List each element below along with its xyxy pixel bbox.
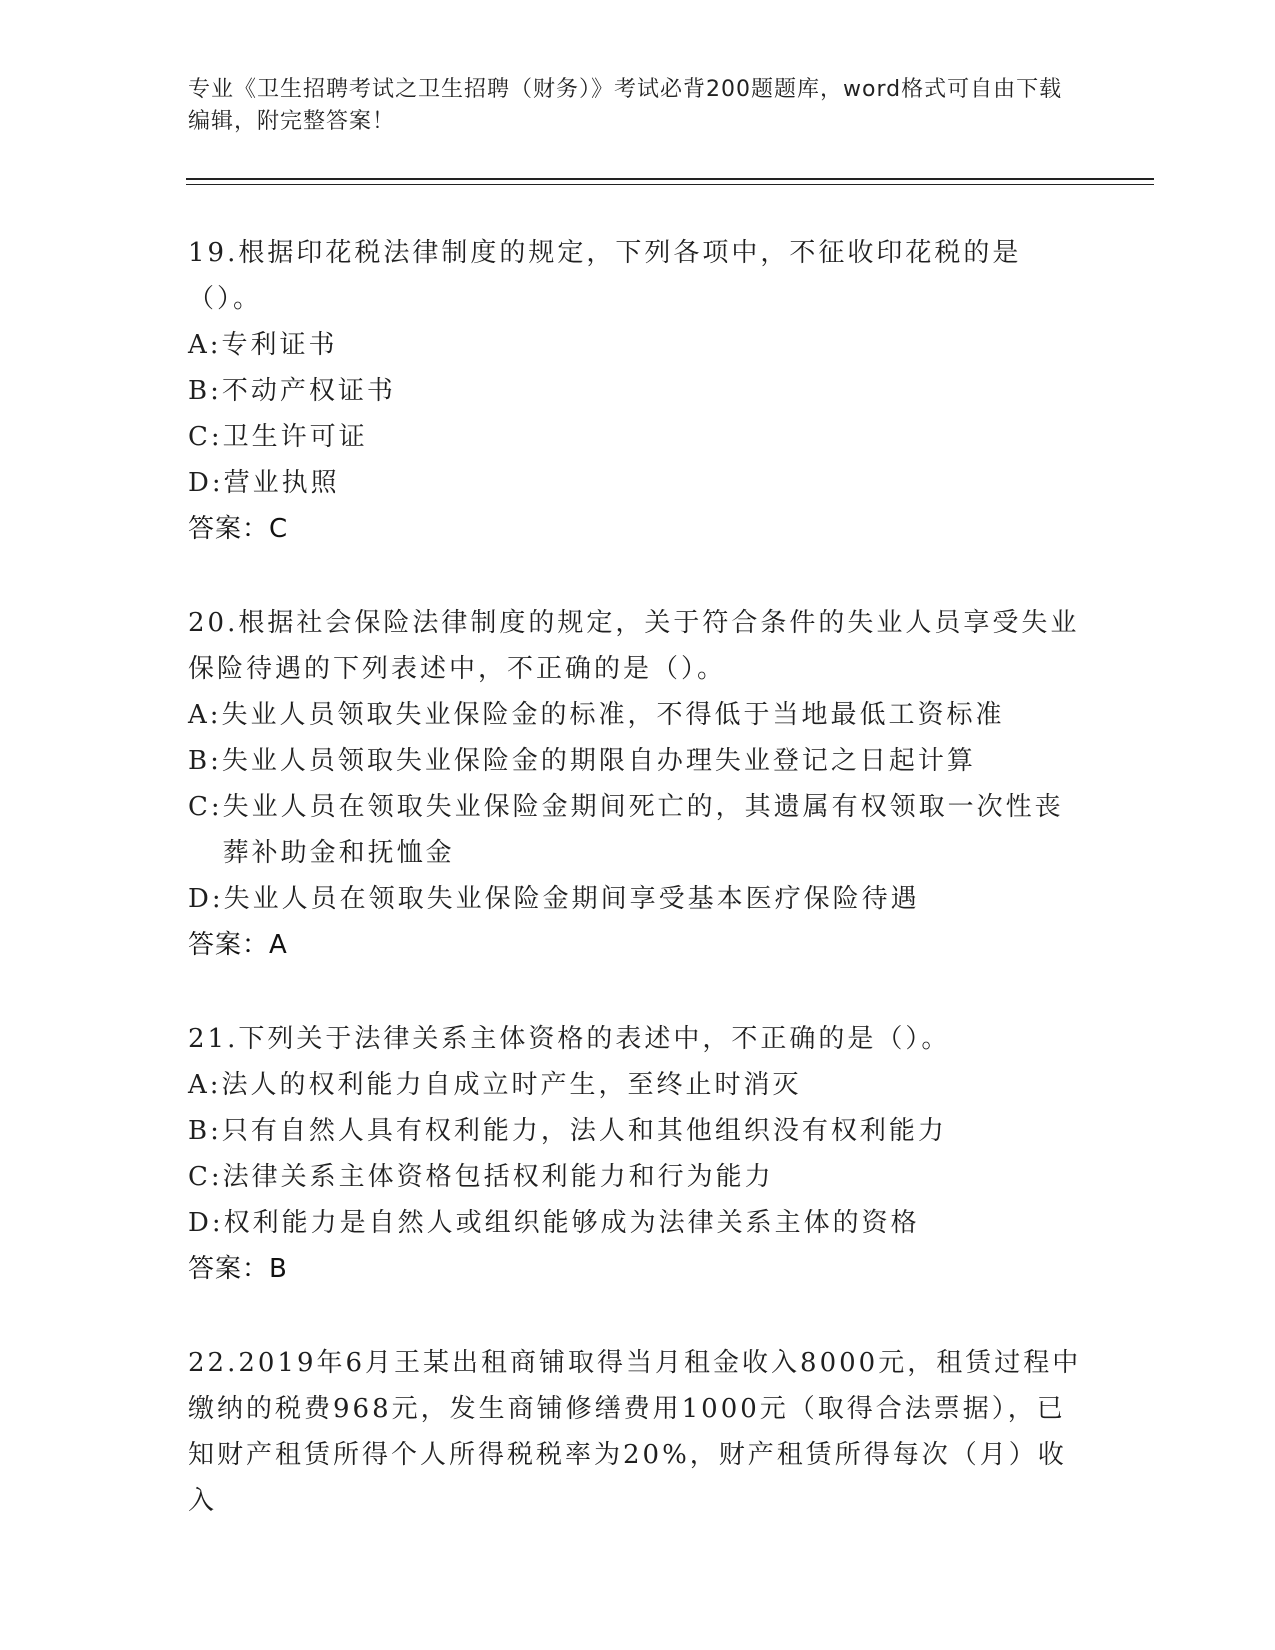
- option-text: 失业人员在领取失业保险金期间死亡的，其遗属有权领取一次性丧葬补助金和抚恤金: [222, 792, 1064, 868]
- option-text: 权利能力是自然人或组织能够成为法律关系主体的资格: [223, 1208, 920, 1238]
- document-header-title: 专业《卫生招聘考试之卫生招聘（财务）》考试必背200题题库，word格式可自由下载编辑，附完整答案！: [188, 77, 1063, 134]
- question-19: [188, 230, 1088, 552]
- option-d: [188, 876, 1088, 922]
- option-d: [188, 460, 1088, 506]
- option-key: A:: [188, 1070, 222, 1100]
- option-text: 不动产权证书: [221, 376, 396, 406]
- question-text: 19.根据印花税法律制度的规定，下列各项中，不征收印花税的是（）。: [188, 238, 1022, 314]
- option-key: A:: [188, 330, 222, 360]
- option-key: C:: [188, 422, 223, 452]
- option-key: A:: [188, 700, 222, 730]
- question-list: [188, 230, 1088, 1572]
- option-key: C:: [188, 792, 223, 822]
- option-key: D:: [188, 1208, 224, 1238]
- option-a: [188, 1062, 1088, 1108]
- question-22: [188, 1340, 1088, 1524]
- header-divider-thin: [186, 184, 1154, 185]
- option-key: D:: [188, 468, 224, 498]
- option-text: 失业人员领取失业保险金的标准，不得低于当地最低工资标准: [221, 700, 1005, 730]
- option-text: 只有自然人具有权利能力，法人和其他组织没有权利能力: [221, 1116, 947, 1146]
- question-text: 21.下列关于法律关系主体资格的表述中，不正确的是（）。: [188, 1024, 951, 1054]
- header-divider-thick: [186, 178, 1154, 180]
- option-c: [188, 1154, 1088, 1200]
- question-text: 20.根据社会保险法律制度的规定，关于符合条件的失业人员享受失业保险待遇的下列表述中，不正确的是（）。: [188, 608, 1080, 684]
- option-text: 法人的权利能力自成立时产生，至终止时消灭: [221, 1070, 802, 1100]
- option-text: 法律关系主体资格包括权利能力和行为能力: [222, 1162, 774, 1192]
- answer-line: 答案：B: [188, 1254, 288, 1284]
- answer-line: 答案：C: [188, 514, 289, 544]
- question-20: [188, 600, 1088, 968]
- question-text: 22.2019年6月王某出租商铺取得当月租金收入8000元，租赁过程中缴纳的税费968元，发生商铺修缮费用1000元（取得合法票据），已知财产租赁所得个人所得税税率为20%，财产租赁所得每次（月）收入: [188, 1348, 1082, 1516]
- option-key: B:: [188, 746, 222, 776]
- option-c: [188, 414, 1088, 460]
- option-text: 失业人员领取失业保险金的期限自办理失业登记之日起计算: [221, 746, 976, 776]
- question-21: [188, 1016, 1088, 1292]
- option-key: B:: [188, 1116, 222, 1146]
- option-text: 专利证书: [221, 330, 338, 360]
- answer-line: 答案：A: [188, 930, 288, 960]
- option-b: [188, 368, 1088, 414]
- option-b: [188, 1108, 1088, 1154]
- option-key: D:: [188, 884, 224, 914]
- option-b: [188, 738, 1088, 784]
- option-key: B:: [188, 376, 222, 406]
- option-key: C:: [188, 1162, 223, 1192]
- option-c: [188, 784, 1088, 876]
- option-text: 营业执照: [223, 468, 340, 498]
- option-a: [188, 322, 1088, 368]
- option-a: [188, 692, 1088, 738]
- option-text: 失业人员在领取失业保险金期间享受基本医疗保险待遇: [223, 884, 920, 914]
- option-text: 卫生许可证: [222, 422, 368, 452]
- option-d: [188, 1200, 1088, 1246]
